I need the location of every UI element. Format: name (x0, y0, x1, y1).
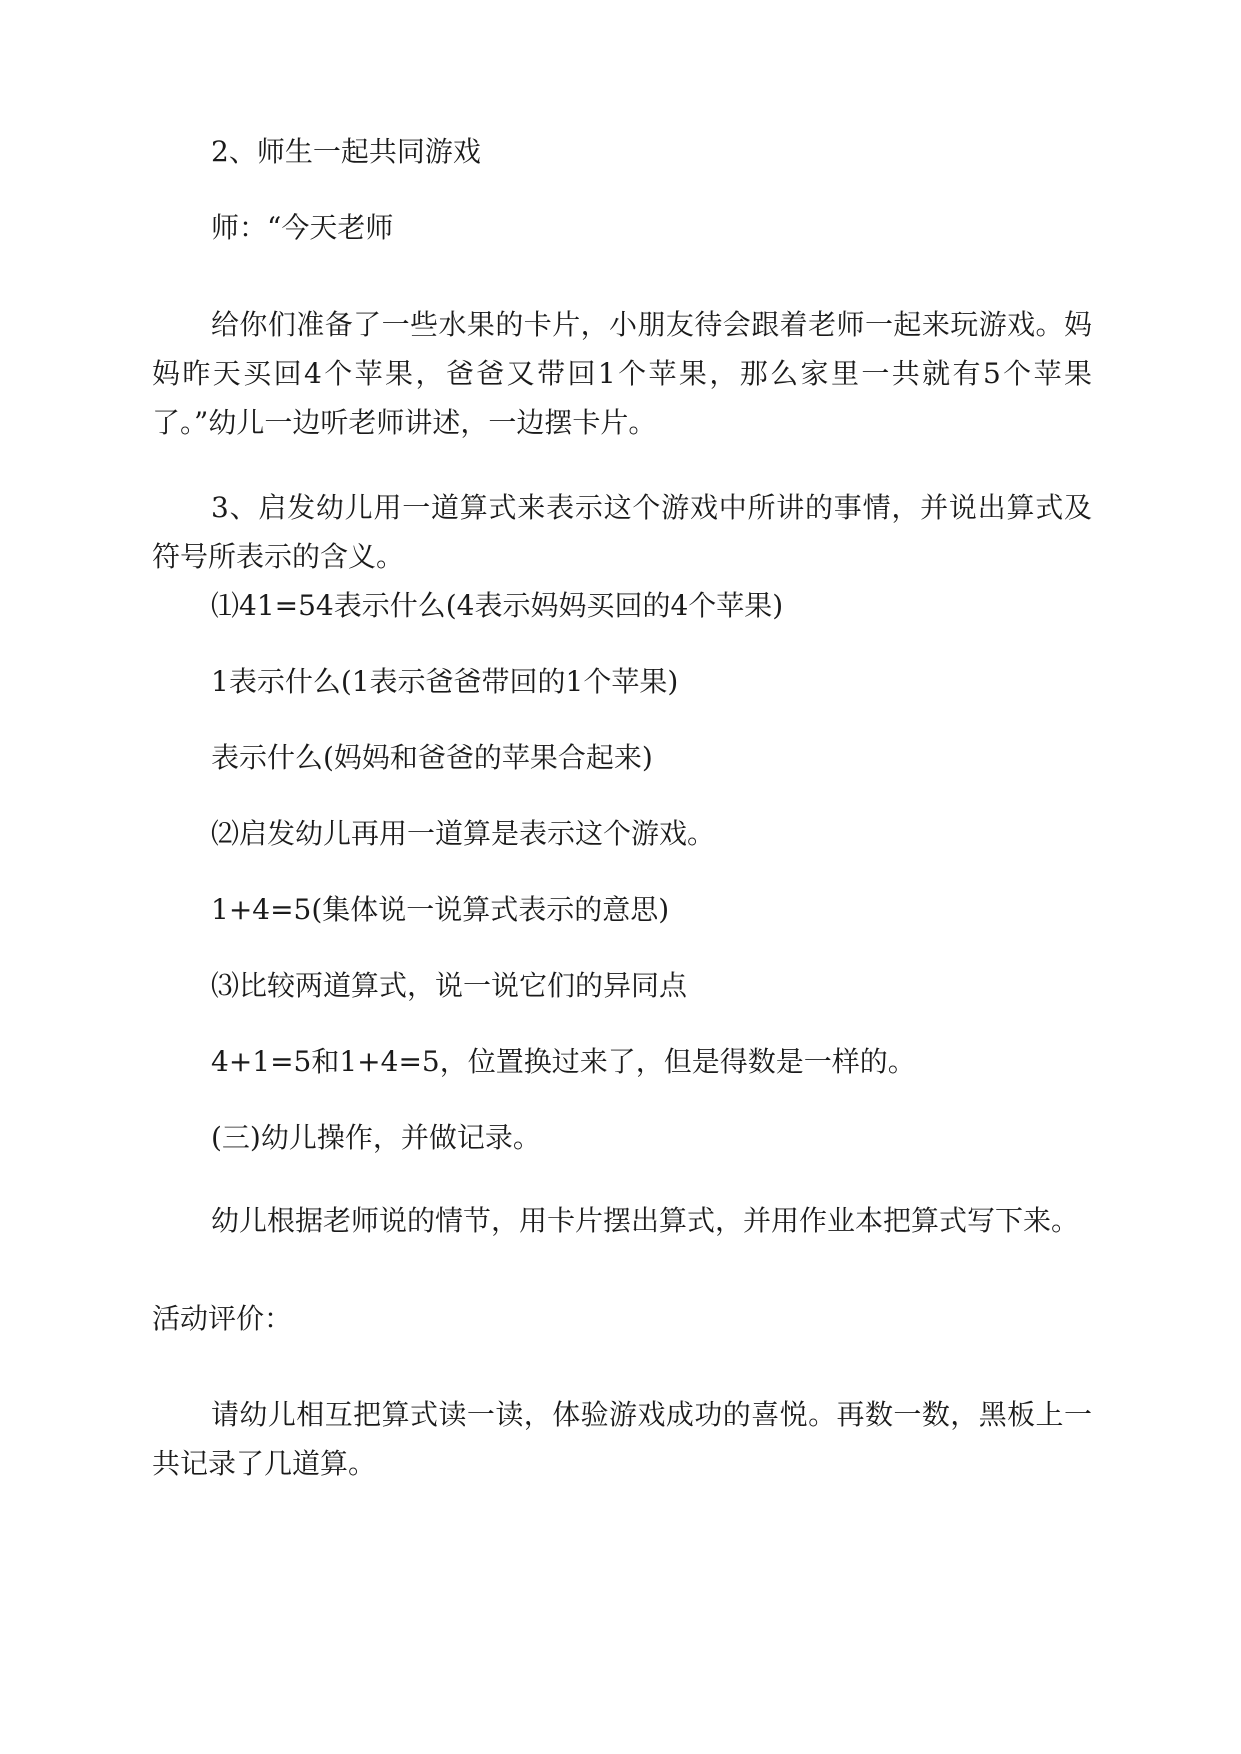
paragraph-evaluation: 请幼儿相互把算式读一读，体验游戏成功的喜悦。再数一数，黑板上一共记录了几道算。 (152, 1398, 1092, 1480)
paragraph-q3-b: 4+1=5和1+4=5，位置换过来了，但是得数是一样的。 (211, 1045, 916, 1078)
paragraph-q1: ⑴41=54表示什么(4表示妈妈买回的4个苹果) (211, 589, 784, 622)
paragraph-operation: 幼儿根据老师说的情节，用卡片摆出算式，并用作业本把算式写下来。 (211, 1204, 1080, 1237)
paragraph-q1-b: 1表示什么(1表示爸爸带回的1个苹果) (211, 665, 679, 698)
paragraph-heading-3: 3、启发幼儿用一道算式来表示这个游戏中所讲的事情，并说出算式及符号所表示的含义。 (152, 491, 1092, 573)
paragraph-section-3: (三)幼儿操作，并做记录。 (211, 1121, 541, 1154)
paragraph-q2-b: 1+4=5(集体说一说算式表示的意思) (211, 893, 670, 926)
paragraph-q1-c: 表示什么(妈妈和爸爸的苹果合起来) (211, 741, 653, 774)
paragraph-heading-2: 2、师生一起共同游戏 (211, 135, 481, 168)
paragraph-q3: ⑶比较两道算式，说一说它们的异同点 (211, 969, 688, 1002)
paragraph-story: 给你们准备了一些水果的卡片，小朋友待会跟着老师一起来玩游戏。妈妈昨天买回4个苹果，爸爸又带回1个苹果，那么家里一共就有5个苹果了。”幼儿一边听老师讲述，一边摆卡片。 (152, 308, 1092, 439)
paragraph-q2: ⑵启发幼儿再用一道算是表示这个游戏。 (211, 817, 716, 850)
paragraph-teacher-line: 师：“今天老师 (211, 211, 394, 244)
paragraph-evaluation-title: 活动评价： (152, 1302, 293, 1335)
